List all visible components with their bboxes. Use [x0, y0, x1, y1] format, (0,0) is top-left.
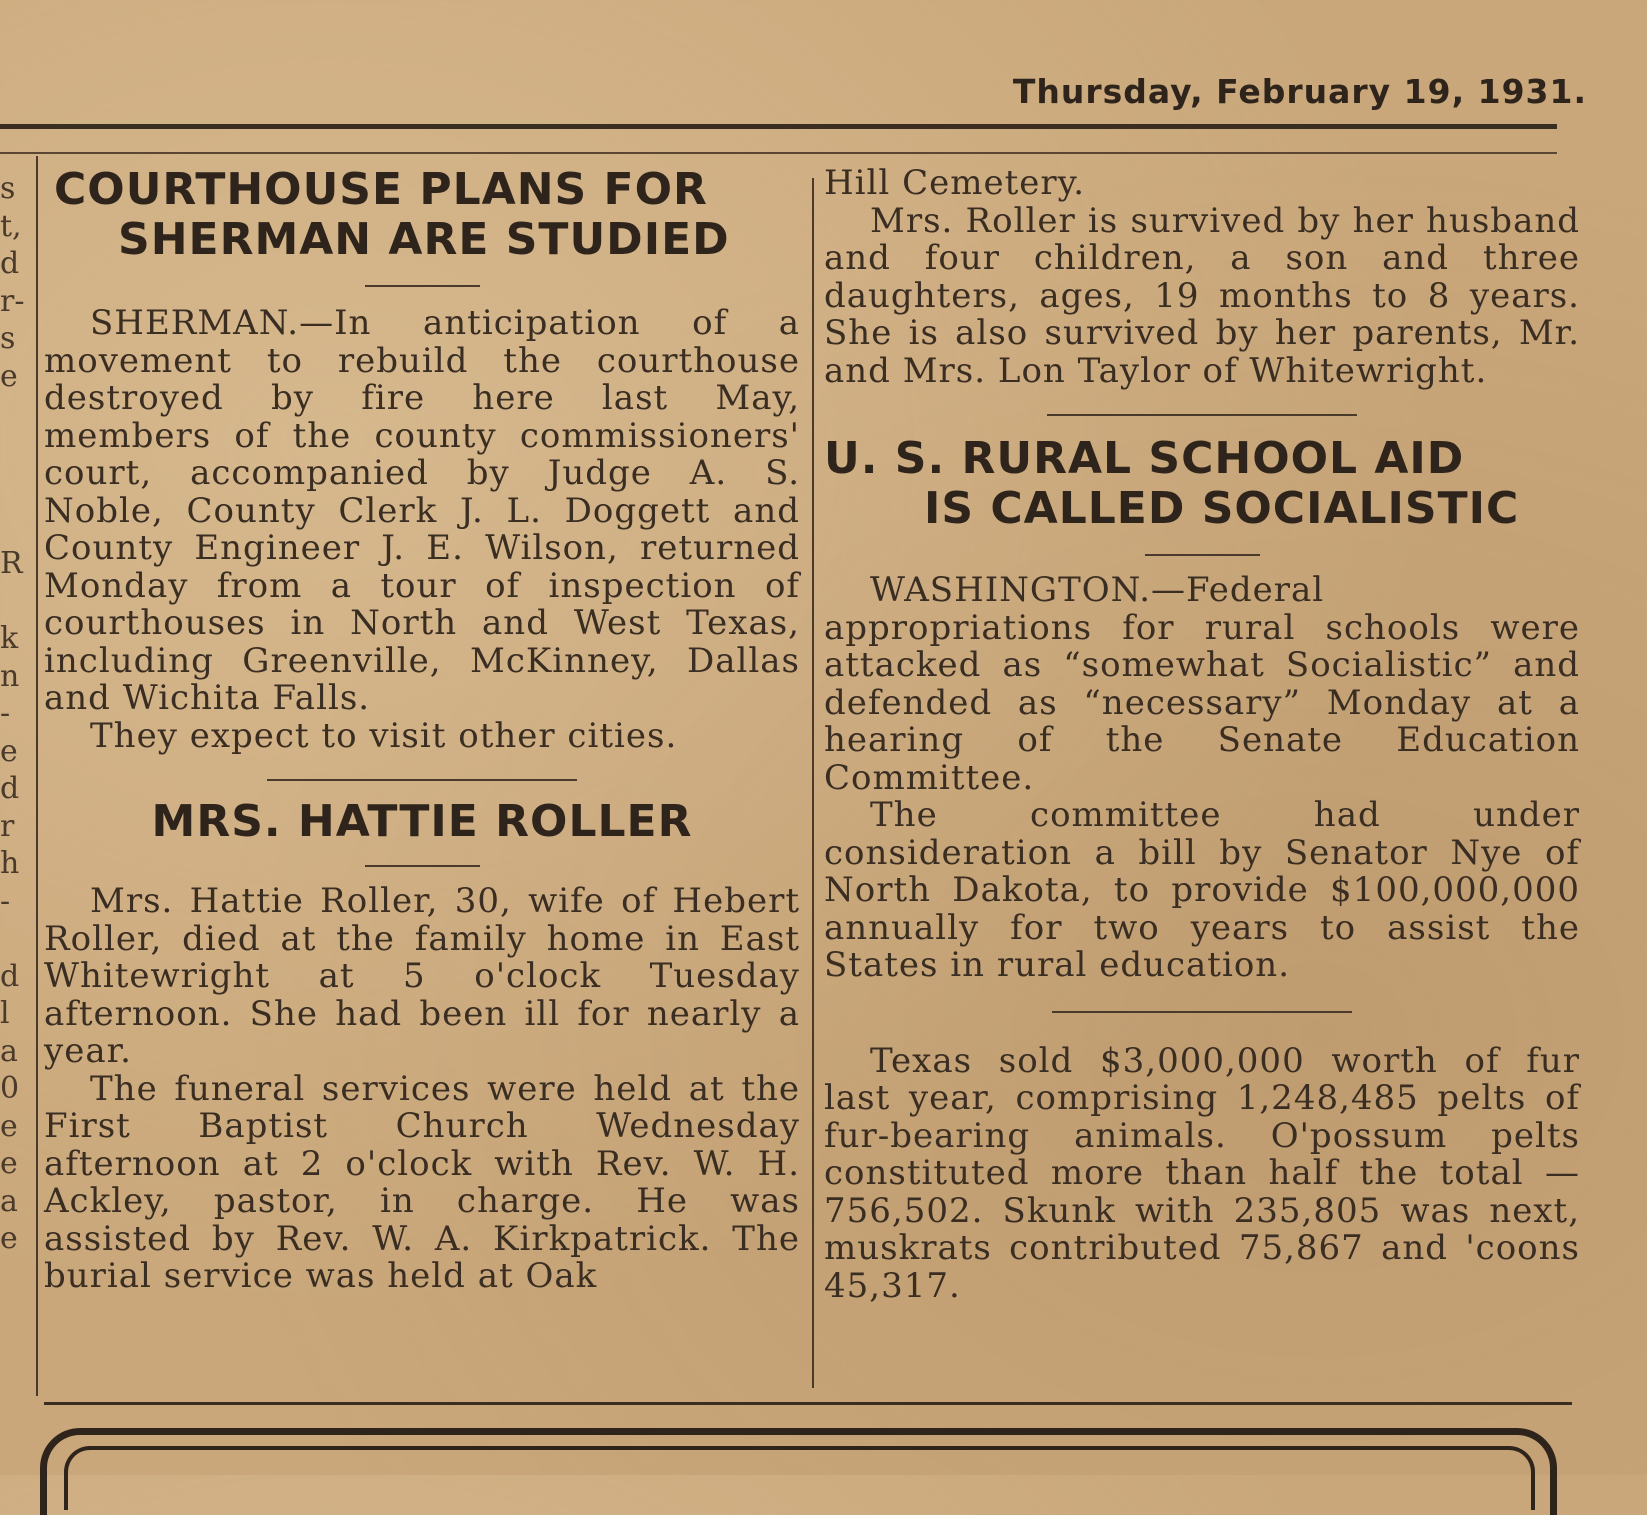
header-rule-thin: [0, 152, 1557, 154]
column-divider-middle: [812, 178, 814, 1388]
edge-fragment: R: [0, 546, 23, 581]
edge-fragment: d: [0, 958, 20, 994]
article-separator: [267, 779, 577, 781]
headline-rule: [365, 285, 480, 287]
edge-fragment: [0, 920, 28, 958]
edge-fragment: r-: [0, 283, 25, 319]
article-paragraph: SHERMAN.—In anticipation of a movement to rebuild the courthouse destroyed by fire here last May, members of the county commissioners' court, accompanied by Judge A. S. Noble, County Clerk J. L. Doggett and County Engineer J. E. Wilson, returned Monday from a tour of inspection of courthouses in North and West Texas, including Greenville, McKinney, Dallas and Wichita Falls.: [44, 303, 800, 718]
edge-fragment: t,: [0, 208, 22, 244]
headline-line: IS CALLED SOCIALISTIC: [924, 483, 1520, 534]
article-paragraph: WASHINGTON.—Federal appropriations for rural schools were attacked as “somewhat Socialistic” and defended as “necessary” Monday at a hearing of the Senate Education Committee.: [824, 570, 1580, 798]
edge-fragment: e: [0, 358, 18, 394]
edge-fragment: [0, 583, 28, 621]
headline-rule: [365, 865, 480, 867]
edge-fragment: d: [0, 771, 20, 806]
edge-fragment: [0, 470, 28, 508]
article-paragraph: The funeral services were held at the First Baptist Church Wednesday afternoon at 2 o'clock with Rev. W. H. Ackley, pastor, in charge. He was assisted by Rev. W. A. Kirkpatrick. The burial service was held at Oak: [44, 1068, 800, 1296]
article-headline: [824, 434, 1580, 534]
edge-fragment: e: [0, 1221, 18, 1256]
issue-date: Thursday, February 19, 1931.: [1012, 72, 1587, 111]
article-headline: [54, 165, 800, 265]
edge-fragment: [0, 395, 28, 433]
next-box-frame-inner: [64, 1446, 1535, 1510]
article-texas-fur: [824, 1040, 1580, 1306]
article-paragraph: Mrs. Roller is survived by her husband and four children, a son and three daughters, ages, 19 months to 8 years. She is also survived by her parents, Mr. and Mrs. Lon Taylor of Whitewright.: [824, 200, 1580, 391]
article-rural-school: [824, 434, 1580, 985]
headline-line: U. S. RURAL SCHOOL AID: [824, 433, 1465, 484]
article-paragraph: Texas sold $3,000,000 worth of fur last year, comprising 1,248,485 pelts of fur-bearing animals. O'possum pelts constituted more than half the total — 756,502. Skunk with 235,805 was next, muskrats contributed 75,867 and 'coons 45,317.: [824, 1040, 1580, 1306]
edge-fragment: k: [0, 621, 19, 656]
article-courthouse: [44, 165, 800, 755]
headline-rule: [1145, 554, 1260, 556]
edge-fragment: -: [0, 696, 11, 731]
edge-fragment: d: [0, 246, 20, 281]
edge-fragment: s: [0, 321, 16, 356]
article-headline: [44, 797, 800, 847]
edge-fragment: n: [0, 658, 20, 694]
edge-fragment: l: [0, 996, 10, 1031]
article-roller-continued: [824, 165, 1580, 390]
headline-line: MRS. HATTIE ROLLER: [151, 796, 693, 847]
article-separator: [1047, 414, 1357, 416]
edge-fragment: [0, 508, 28, 546]
edge-fragment: 0: [0, 1071, 20, 1106]
column-divider-left: [36, 156, 38, 1396]
article-paragraph: Mrs. Hattie Roller, 30, wife of Hebert Roller, died at the family home in East Whitewright at 5 o'clock Tuesday afternoon. She had been ill for nearly a year.: [44, 881, 800, 1071]
article-continuation: Hill Cemetery.: [824, 163, 1086, 203]
article-paragraph: The committee had under consideration a bill by Senator Nye of North Dakota, to provide $100,000,000 annually for two years to assist the States in rural education.: [824, 795, 1580, 985]
right-column: [824, 165, 1580, 1305]
header-rule-thick: [0, 124, 1557, 129]
adjacent-column-fragment: [0, 170, 28, 1258]
edge-fragment: a: [0, 1183, 18, 1219]
article-paragraph: They expect to visit other cities.: [90, 715, 678, 756]
edge-fragment: e: [0, 733, 18, 769]
edge-fragment: s: [0, 171, 16, 206]
edge-fragment: -: [0, 883, 11, 919]
article-separator: [1052, 1011, 1352, 1013]
edge-fragment: [0, 433, 28, 471]
edge-fragment: e: [0, 1108, 18, 1144]
left-column: [44, 165, 800, 1296]
article-roller: [44, 797, 800, 1296]
edge-fragment: h: [0, 846, 20, 881]
edge-fragment: e: [0, 1146, 18, 1181]
headline-line: SHERMAN ARE STUDIED: [118, 214, 730, 265]
footer-rule: [44, 1402, 1572, 1405]
edge-fragment: a: [0, 1033, 18, 1069]
edge-fragment: r: [0, 808, 15, 844]
headline-line: COURTHOUSE PLANS FOR: [54, 164, 708, 215]
